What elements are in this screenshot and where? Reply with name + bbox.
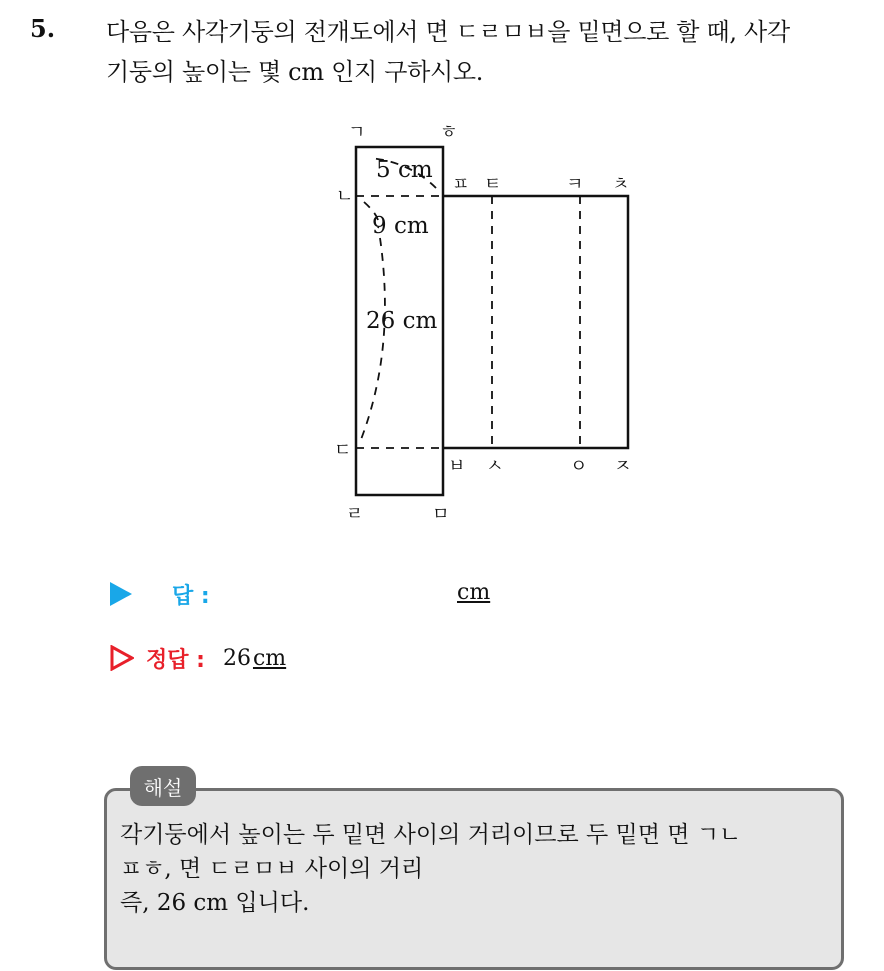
explanation-line-3: 즉, 26 cm 입니다.	[120, 890, 310, 916]
dim-label-9cm: 9 cm	[372, 213, 429, 239]
explanation-line-1: 각기둥에서 높이는 두 밑면 사이의 거리이므로 두 밑면 면 ㄱㄴ	[120, 822, 742, 848]
outline-triangle-icon	[110, 645, 134, 671]
label-d: ㄷ	[334, 440, 352, 461]
answer-unit: cm	[457, 580, 491, 605]
label-p: ㅍ	[452, 174, 470, 195]
question-line-1: 다음은 사각기둥의 전개도에서 면 ㄷㄹㅁㅂ을 밑면으로 할 때, 사각	[106, 18, 790, 46]
label-n: ㄴ	[336, 186, 354, 207]
correct-answer-label: 정답 :	[146, 647, 205, 673]
question-text	[106, 12, 866, 92]
explanation-line-2: ㅍㅎ, 면 ㄷㄹㅁㅂ 사이의 거리	[120, 856, 424, 882]
net-right-faces	[443, 196, 628, 448]
label-m: ㅁ	[432, 504, 450, 525]
label-h: ㅎ	[440, 122, 458, 143]
prism-net-figure	[300, 110, 680, 530]
dim-label-5cm: 5 cm	[376, 157, 433, 183]
label-ch: ㅊ	[612, 174, 630, 195]
dim-arc-26cm	[360, 238, 385, 442]
answer-row	[110, 574, 210, 614]
label-k: ㅋ	[566, 174, 584, 195]
play-triangle-icon	[110, 582, 132, 606]
label-t: ㅌ	[484, 174, 502, 195]
dim-label-26cm: 26 cm	[366, 308, 438, 334]
question-line-2: 기둥의 높이는 몇 cm 인지 구하시오.	[106, 58, 484, 86]
answer-label: 답 :	[172, 583, 210, 609]
label-g: ㄱ	[348, 122, 366, 143]
prism-net-svg	[300, 110, 680, 530]
label-b: ㅂ	[448, 456, 466, 477]
correct-answer-row	[110, 638, 286, 678]
label-s: ㅅ	[486, 456, 504, 477]
explanation-tag: 해설	[130, 766, 196, 806]
explanation-text	[120, 818, 832, 920]
correct-answer-value	[223, 646, 286, 671]
label-j: ㅈ	[614, 456, 632, 477]
correct-answer-unit: cm	[252, 645, 287, 671]
label-o: ㅇ	[570, 456, 588, 477]
question-number: 5.	[30, 14, 56, 43]
label-r: ㄹ	[346, 504, 364, 525]
correct-answer-number: 26	[222, 645, 251, 671]
